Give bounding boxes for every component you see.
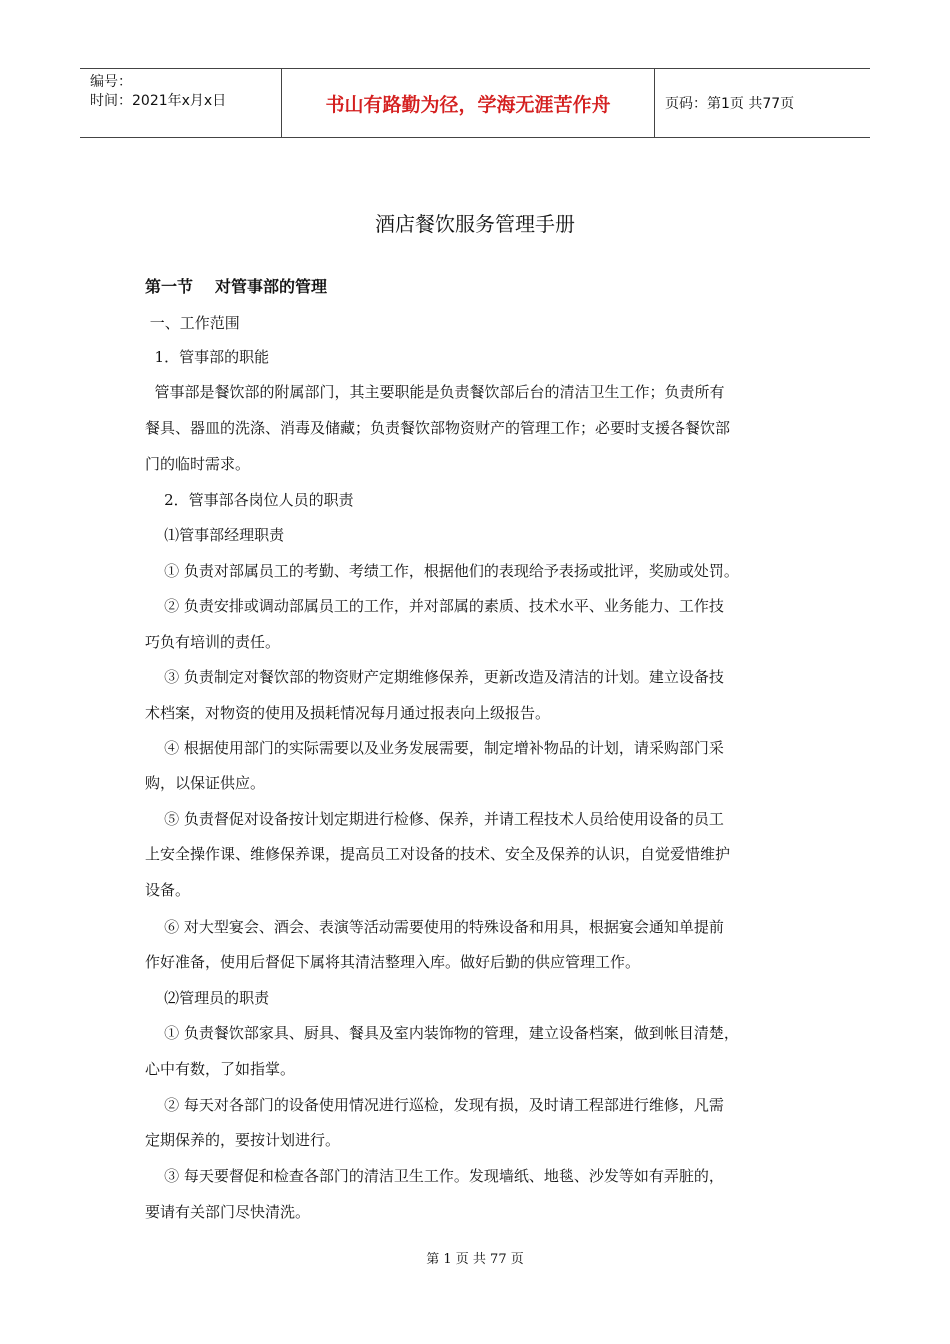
- body-line: ④ 根据使用部门的实际需要以及业务发展需要，制定增补物品的计划，请采购部门采: [145, 739, 724, 757]
- body-line: 上安全操作课、维修保养课，提高员工对设备的技术、安全及保养的认识，自觉爱惜维护: [145, 845, 731, 863]
- body-line: ⑤ 负责督促对设备按计划定期进行检修、保养，并请工程技术人员给使用设备的员工: [145, 810, 724, 828]
- body-line: ⑵管理员的职责: [145, 989, 270, 1007]
- date-label: 时间：2021年x月x日: [90, 93, 227, 109]
- header-meta: [80, 69, 282, 137]
- body-line: 一、工作范围: [145, 314, 240, 332]
- body-line: 设备。: [145, 881, 191, 899]
- body-line: 定期保养的，要按计划进行。: [145, 1131, 341, 1149]
- body-line: 2．管事部各岗位人员的职责: [145, 491, 354, 509]
- body-line: ⑥ 对大型宴会、酒会、表演等活动需要使用的特殊设备和用具，根据宴会通知单提前: [145, 918, 724, 936]
- body-line: 1．管事部的职能: [145, 348, 270, 366]
- body-line: 门的临时需求。: [145, 455, 251, 473]
- header-page-info: 页码：第1页 共77页: [665, 96, 795, 112]
- body-line: 作好准备，使用后督促下属将其清洁整理入库。做好后勤的供应管理工作。: [145, 953, 641, 971]
- section-number: 第一节: [145, 277, 194, 296]
- body-line: 要请有关部门尽快清洗。: [145, 1203, 311, 1221]
- body-line: ⑴管事部经理职责: [145, 526, 285, 544]
- page-header: [80, 68, 870, 138]
- body-line: 巧负有培训的责任。: [145, 633, 281, 651]
- section-heading: [145, 274, 327, 297]
- body-line: ② 每天对各部门的设备使用情况进行巡检，发现有损，及时请工程部进行维修，凡需: [145, 1096, 724, 1114]
- body-line: 餐具、器皿的洗涤、消毒及储藏；负责餐饮部物资财产的管理工作；必要时支援各餐饮部: [145, 419, 731, 437]
- page-footer: 第 1 页 共 77 页: [426, 1252, 524, 1267]
- body-line: 术档案，对物资的使用及损耗情况每月通过报表向上级报告。: [145, 704, 551, 722]
- body-line: ② 负责安排或调动部属员工的工作，并对部属的素质、技术水平、业务能力、工作技: [145, 597, 724, 615]
- number-label: 编号：: [90, 74, 132, 90]
- body-line: ③ 每天要督促和检查各部门的清洁卫生工作。发现墙纸、地毯、沙发等如有弄脏的，: [145, 1167, 724, 1185]
- document-title: 酒店餐饮服务管理手册: [375, 212, 575, 236]
- header-motto: 书山有路勤为径，学海无涯苦作舟: [282, 69, 655, 137]
- body-line: 心中有数，了如指掌。: [145, 1060, 296, 1078]
- body-line: ① 负责餐饮部家具、厨具、餐具及室内装饰物的管理，建立设备档案，做到帐目清楚，: [145, 1024, 739, 1042]
- body-line: 管事部是餐饮部的附属部门，其主要职能是负责餐饮部后台的清洁卫生工作；负责所有: [145, 383, 725, 401]
- section-title: 对管事部的管理: [215, 277, 328, 296]
- body-line: 购，以保证供应。: [145, 774, 266, 792]
- body-line: ① 负责对部属员工的考勤、考绩工作，根据他们的表现给予表扬或批评，奖励或处罚。: [145, 562, 739, 580]
- body-line: ③ 负责制定对餐饮部的物资财产定期维修保养，更新改造及清洁的计划。建立设备技: [145, 668, 724, 686]
